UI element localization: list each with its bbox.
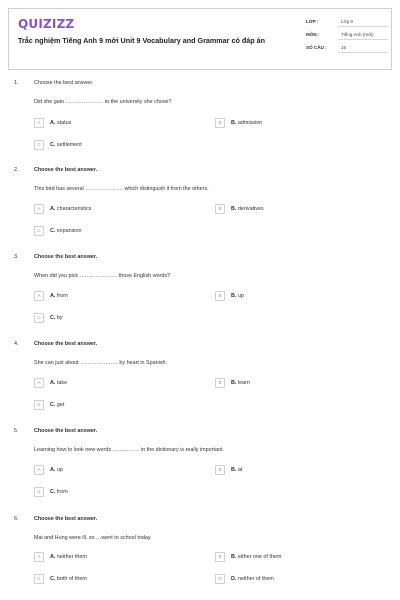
question-number: 6. [14,516,19,522]
meta-label: MÔN : [306,32,320,37]
option-text: by [56,315,63,321]
option-letter: A. [50,293,56,299]
option-box: A [34,378,44,388]
question-number: 5. [14,428,19,434]
option-letter: B. [231,293,237,299]
question-text: Learning how to look new words …………… in the dictionary is really important. [34,447,224,453]
page-title: Trắc nghiệm Tiếng Anh 9 mới Unit 9 Vocabulary and Grammar có đáp án [18,36,266,45]
question-number: 1. [14,80,19,86]
option-text: get [56,402,65,408]
option-letter: A. [50,467,56,473]
option-box: B [215,465,225,475]
option-letter: A. [50,120,56,126]
question-text: Mai and Hung were ill, so …went to school today. [34,535,152,541]
option-box: A [34,204,44,214]
option-text: neither of them [237,576,274,582]
option-text: neither them [56,554,87,560]
option-letter: B. [231,380,237,386]
option-text: take [56,380,68,386]
option-text: at [237,467,243,473]
option-text: characteristics [56,206,92,212]
option-letter: D. [231,576,237,582]
quizizz-logo[interactable]: QUIZIZZ [18,17,75,31]
question-number: 4. [14,341,19,347]
question-number: 2. [14,167,19,173]
meta-value: Lớp 9 [338,16,388,27]
option-box: C [34,313,44,323]
option-box: C [34,487,44,497]
quiz-header [8,8,392,70]
meta-value: Tiếng Anh (mới) [338,29,388,40]
option-letter: C. [50,402,56,408]
option-text: up [56,467,63,473]
option-box: A [34,465,44,475]
question-text: Did she gain ………………… to the university she chose? [34,99,172,105]
meta-row-count [306,42,390,55]
option-text: admission [237,120,263,126]
meta-row-class [306,16,390,29]
option-letter: A. [50,380,56,386]
option-text: status [56,120,72,126]
option-text: either one of them [237,554,282,560]
question-instruction: Choose the best answer. [34,167,98,173]
option-text: settlement [56,142,82,148]
option-box: C [34,400,44,410]
option-text: both of them [56,576,87,582]
question-text: She can just about ………………… by heart in Spanish. [34,360,168,366]
option-text: from [56,489,68,495]
option-letter: B. [231,467,237,473]
option-box: A [34,291,44,301]
option-box: C [34,574,44,584]
option-letter: B. [231,120,237,126]
option-box: B [215,204,225,214]
question-instruction: Choose the best answer. [34,254,98,260]
question-instruction: Choose the best answer. [34,428,98,434]
option-letter: A. [50,206,56,212]
option-letter: C. [50,489,56,495]
option-letter: A. [50,554,56,560]
meta-value: 15 [338,42,388,53]
option-box: C [34,140,44,150]
option-box: B [215,118,225,128]
question-instruction: Choose the best answer. [34,80,94,86]
option-box: B [215,291,225,301]
meta-row-subject [306,29,390,42]
option-text: learn [237,380,250,386]
option-box: B [215,552,225,562]
option-letter: C. [50,228,56,234]
option-text: expansion [56,228,82,234]
option-text: from [56,293,68,299]
option-box: D [215,574,225,584]
option-box: A [34,118,44,128]
question-text: This bird has several ………………… which distinguish it from the others. [34,186,209,192]
question-instruction: Choose the best answer. [34,516,98,522]
option-letter: B. [231,554,237,560]
option-box: C [34,226,44,236]
option-letter: C. [50,142,56,148]
option-box: A [34,552,44,562]
option-box: B [215,378,225,388]
quiz-meta [306,16,390,55]
option-letter: C. [50,576,56,582]
meta-label: LỚP : [306,19,319,24]
option-text: derivatives [237,206,264,212]
option-letter: C. [50,315,56,321]
question-instruction: Choose the best answer. [34,341,98,347]
question-number: 3. [14,254,19,260]
meta-label: SỐ CÂU : [306,45,327,50]
option-letter: B. [231,206,237,212]
option-text: up [237,293,244,299]
question-text: When did you pick ………………… those English words? [34,273,171,279]
